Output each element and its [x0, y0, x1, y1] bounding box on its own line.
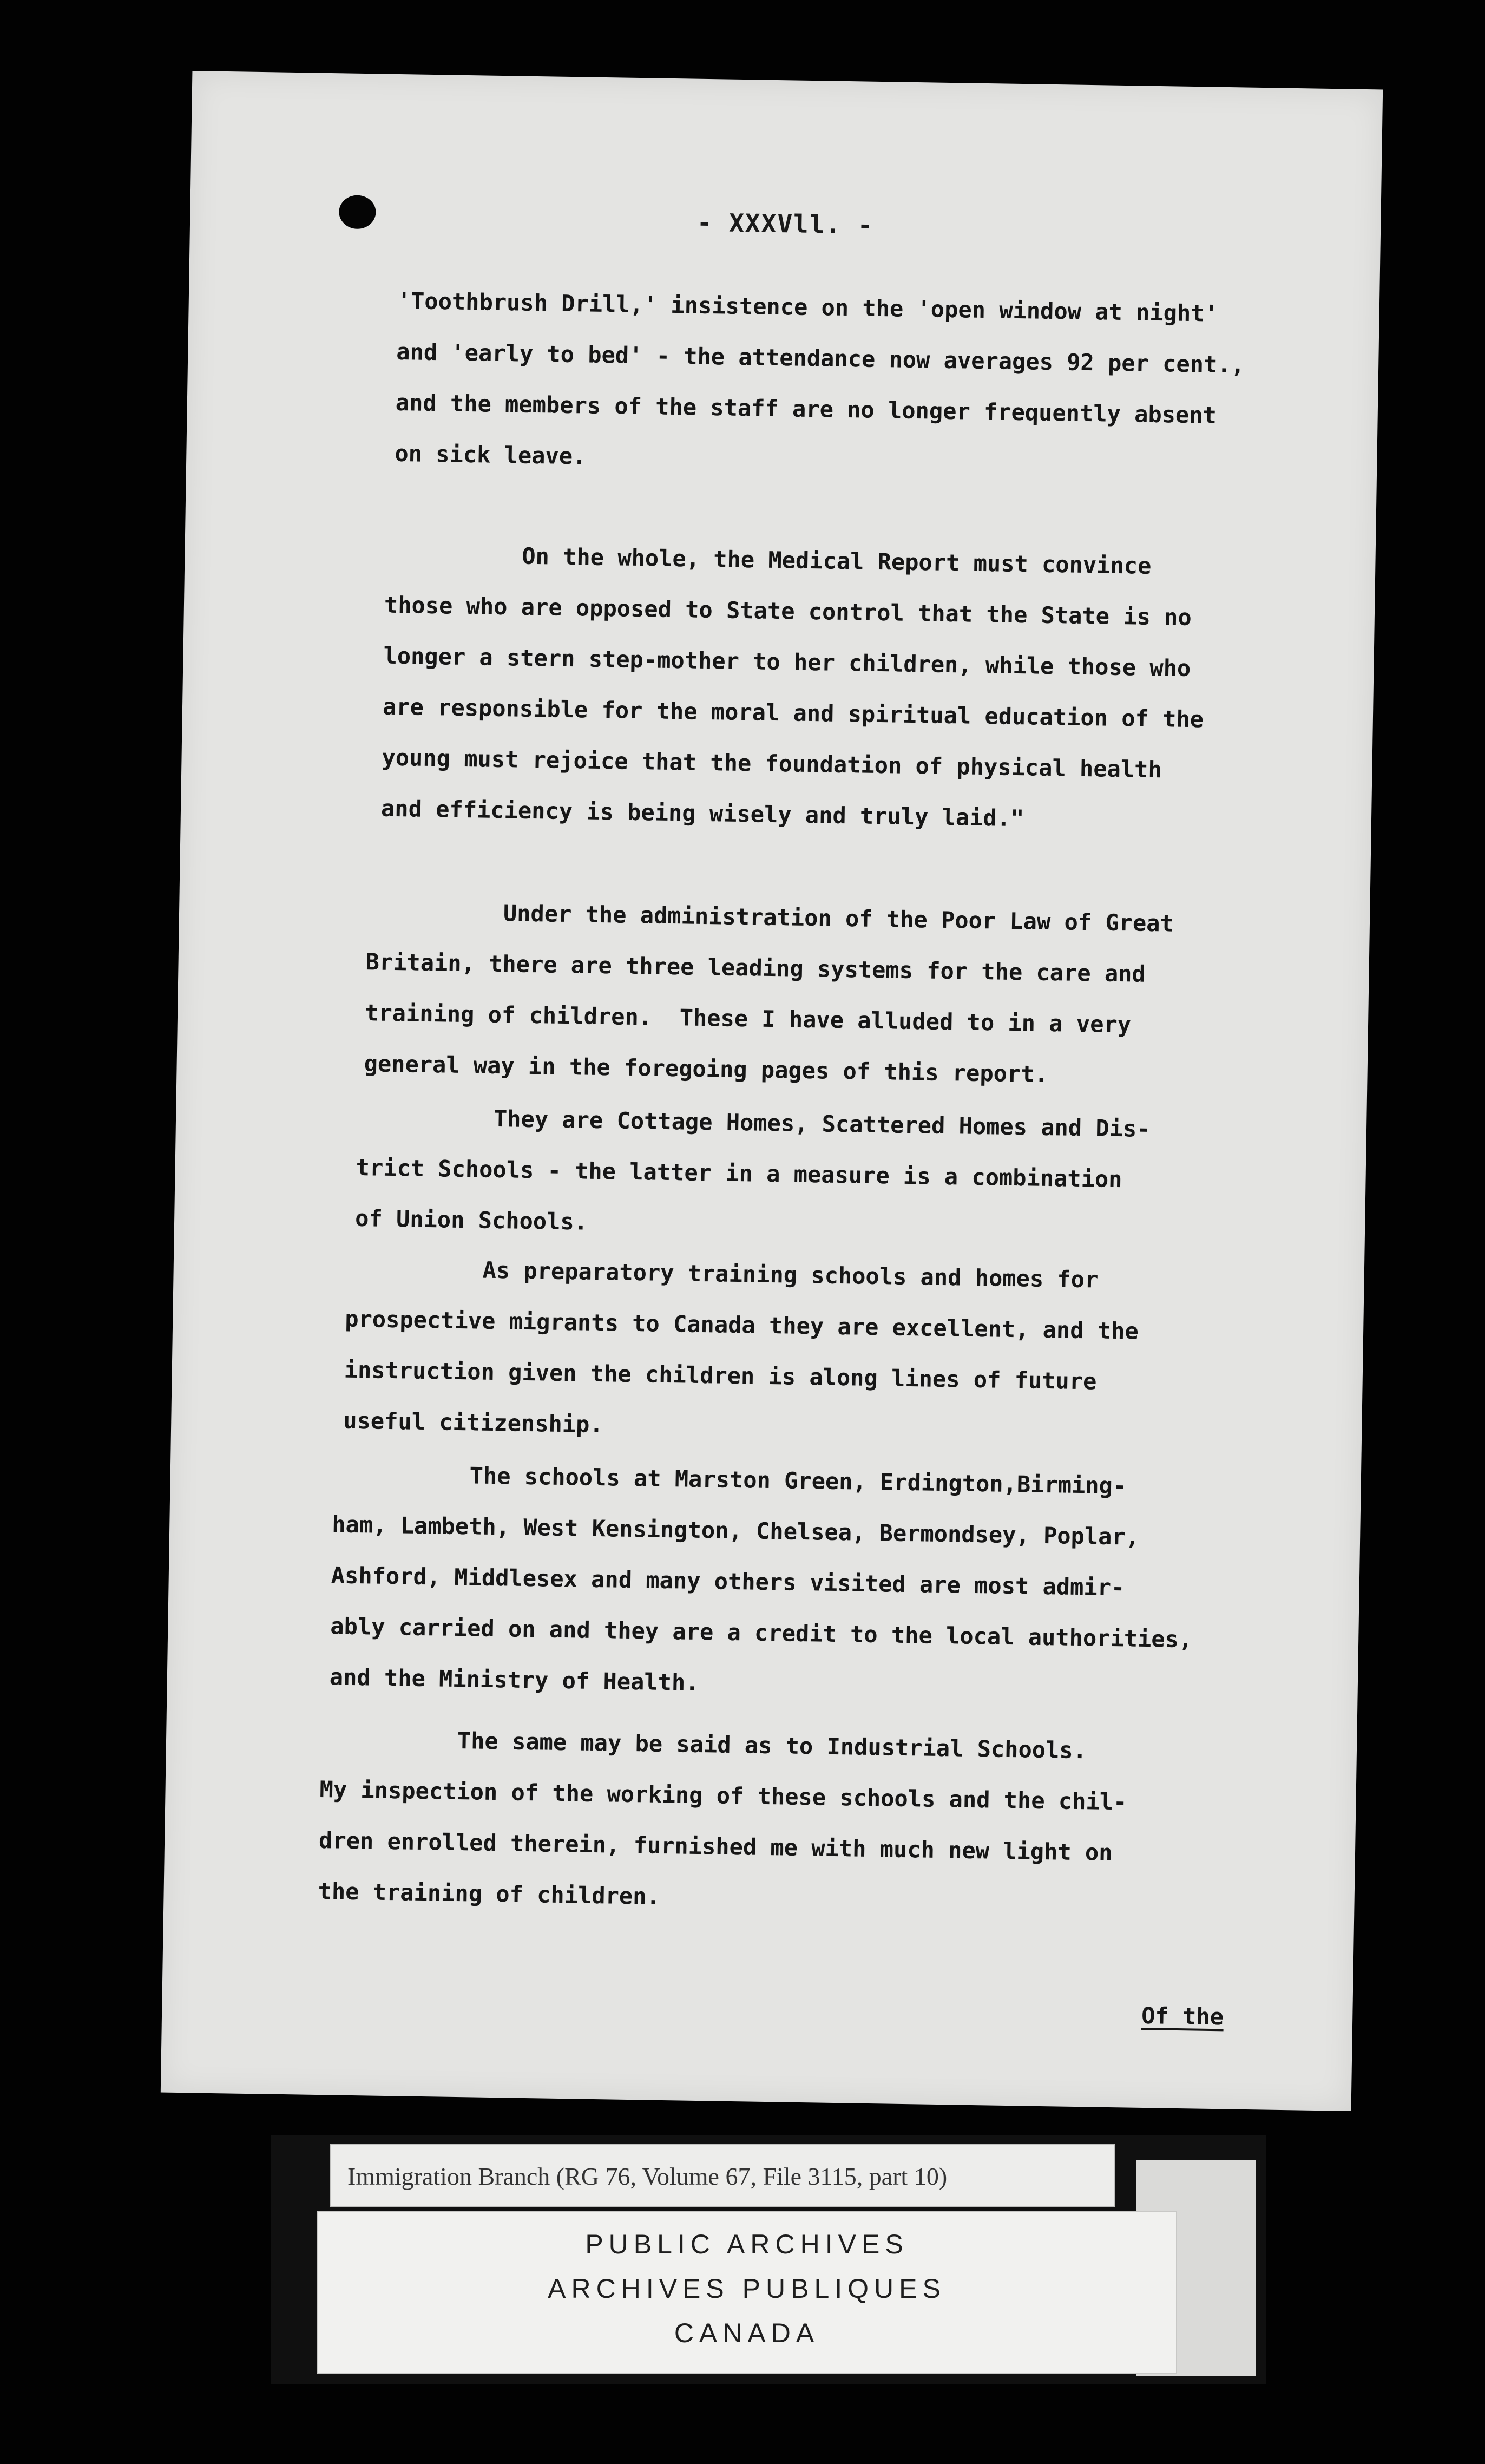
- paragraph-medical-report: On the whole, the Medical Report must convince those who are opposed to State control that the State is no longer a stern step-mother to her children, while those who are responsible for the moral and spiritual education of the young must rejoice that the foundation of physical health and efficiency is being wisely and truly laid.": [380, 540, 1204, 832]
- page-number: - XXXVll. -: [696, 207, 874, 240]
- paragraph-preparatory-schools: As preparatory training schools and homes for prospective migrants to Canada they are excellent, and the instruction given the children is along lines of future useful citizenship.: [343, 1254, 1139, 1438]
- archives-stamp: [317, 2211, 1177, 2374]
- file-reference-label: Immigration Branch (RG 76, Volume 67, File 3115, part 10): [330, 2144, 1115, 2207]
- typed-document-page: [161, 71, 1383, 2111]
- stamp-line-country: CANADA: [674, 2318, 820, 2348]
- paragraph-poor-law: Under the administration of the Poor Law of Great Britain, there are three leading systems for the care and training of children. These I have alluded to in a very general way in the foregoing pages of this report.: [364, 897, 1174, 1088]
- stamp-line-french: ARCHIVES PUBLIQUES: [548, 2273, 946, 2304]
- paragraph-industrial-schools: The same may be said as to Industrial Schools. My inspection of the working of these schools and the chil- dren enrolled therein, furnished me with much new light on the training of children.: [318, 1725, 1127, 1910]
- paragraph-toothbrush-drill: 'Toothbrush Drill,' insistence on the 'open window at night' and 'early to bed' - the attendance now averages 92 per cent., and the members of the staff are no longer frequently absent on sick leave.: [395, 287, 1245, 470]
- paragraph-cottage-homes: They are Cottage Homes, Scattered Homes and Dis- trict Schools - the latter in a measure is a combination of Union Schools.: [354, 1103, 1151, 1235]
- catchword: Of the: [1141, 2002, 1224, 2030]
- paragraph-schools-visited: The schools at Marston Green, Erdington,Birming- ham, Lambeth, West Kensington, Chelsea, Bermondsey, Poplar, Ashford, Middlesex and many others visited are most admir- ably carried on and they are a credit to the local authorities, and the Ministry of Health.: [329, 1460, 1193, 1696]
- stamp-line-english: PUBLIC ARCHIVES: [585, 2229, 909, 2259]
